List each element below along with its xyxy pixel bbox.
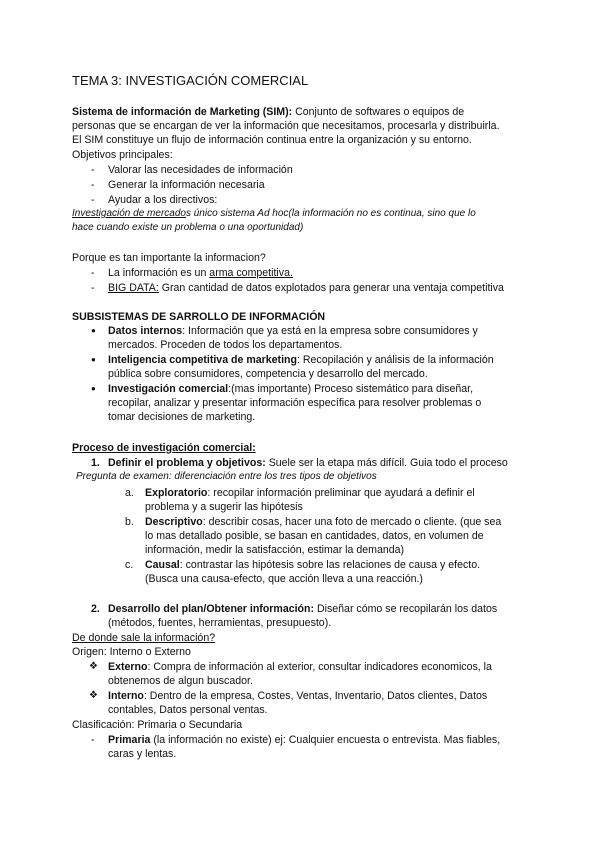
primary-line-1 bbox=[108, 733, 500, 747]
dash-marker: - bbox=[91, 179, 95, 191]
inv-note-line-2: hace cuando existe un problema o una oportunidad) bbox=[72, 222, 304, 233]
primary-text: (la información no existe) ej: Cualquier encuesta o entrevista. Mas fiables, bbox=[150, 734, 501, 746]
external-term: Externo bbox=[108, 661, 148, 673]
causal-text: : contrastar las hipótesis sobre las relaciones de causa y efecto. bbox=[179, 559, 481, 571]
step-1-line bbox=[108, 456, 508, 470]
step-2-title: Desarrollo del plan/Obtener información: bbox=[108, 603, 315, 615]
descriptive-line-1 bbox=[145, 515, 501, 529]
internal-line-2: contables, Datos personal ventas. bbox=[108, 704, 268, 716]
descriptive-term: Descriptivo bbox=[145, 516, 203, 528]
external-text: : Compra de información al exterior, consultar indicadores economicos, la bbox=[147, 661, 492, 673]
step-2-line-1 bbox=[108, 602, 497, 616]
diamond-icon: ❖ bbox=[89, 661, 98, 672]
why-question: Porque es tan importante la informacion? bbox=[72, 252, 266, 264]
why-item-1-text: La información es un bbox=[108, 267, 210, 279]
descriptive-line-3: información, medir la satisfacción, estimar la demanda) bbox=[145, 544, 405, 556]
inv-note-line-1 bbox=[72, 207, 476, 221]
subsystem-3-text: :(mas importante) Proceso sistemático para diseñar, bbox=[228, 383, 474, 395]
bullet-icon: ● bbox=[91, 355, 96, 364]
step-number: 1. bbox=[91, 457, 100, 469]
source-question: De donde sale la información? bbox=[72, 632, 216, 644]
dash-marker: - bbox=[91, 282, 95, 294]
why-item-1 bbox=[108, 266, 293, 280]
exam-note: Pregunta de examen: diferenciación entre los tres tipos de objetivos bbox=[76, 471, 377, 482]
primary-term: Primaria bbox=[108, 734, 151, 746]
big-data-link[interactable]: BIG DATA: bbox=[108, 282, 159, 294]
internal-text: : Dentro de la empresa, Costes, Ventas, Inventario, Datos clientes, Datos bbox=[143, 690, 488, 702]
subsystem-1-line-1 bbox=[108, 324, 478, 338]
why-item-2 bbox=[108, 281, 504, 295]
subsystem-3-term: Investigación comercial bbox=[108, 383, 229, 395]
dash-marker: - bbox=[91, 194, 95, 206]
subsystem-3-line-1 bbox=[108, 382, 473, 396]
primary-line-2: caras y lentas. bbox=[108, 748, 177, 760]
descriptive-text: : describir cosas, hacer una foto de mercado o cliente. (que sea bbox=[202, 516, 502, 528]
page-title: TEMA 3: INVESTIGACIÓN COMERCIAL bbox=[72, 73, 309, 88]
step-2-text: Diseñar cómo se recopilarán los datos bbox=[314, 603, 498, 615]
dash-marker: - bbox=[91, 734, 95, 746]
step-1-title: Definir el problema y objetivos: bbox=[108, 457, 266, 469]
subsystem-1-term: Datos internos bbox=[108, 325, 183, 337]
subsystem-2-line-1 bbox=[108, 353, 494, 367]
objectives-label: Objetivos principales: bbox=[72, 149, 173, 161]
exploratory-term: Exploratorio bbox=[145, 487, 208, 499]
dash-marker: - bbox=[91, 267, 95, 279]
list-letter: b. bbox=[125, 516, 134, 528]
descriptive-line-2: lo mas detallado posible, se basan en cantidades, datos, en volumen de bbox=[145, 530, 484, 542]
dash-marker: - bbox=[91, 164, 95, 176]
step-number: 2. bbox=[91, 603, 100, 615]
arma-link[interactable]: arma competitiva. bbox=[209, 267, 293, 279]
sim-line-3: El SIM constituye un flujo de información continua entre la organización y su entorno. bbox=[72, 134, 472, 146]
sim-term: Sistema de información de Marketing (SIM): bbox=[72, 106, 293, 118]
subsystem-1-line-2: mercados. Proceden de todos los departamentos. bbox=[108, 339, 343, 351]
process-heading: Proceso de investigación comercial: bbox=[72, 442, 256, 454]
bullet-icon: ● bbox=[91, 384, 96, 393]
sim-line-2: personas que se encargan de ver la información que necesitamos, procesarla y distribuirla. bbox=[72, 120, 500, 132]
external-line-1 bbox=[108, 660, 492, 674]
objective-item: Generar la información necesaria bbox=[108, 179, 265, 191]
subsystem-2-term: Inteligencia competitiva de marketing bbox=[108, 354, 297, 366]
sim-line-1 bbox=[72, 105, 464, 119]
inv-note-rest: s único sistema Ad hoc(la información no es continua, sino que lo bbox=[185, 208, 476, 219]
step-2-line-2: (métodos, fuentes, herramientas, presupuesto). bbox=[108, 617, 332, 629]
objective-item: Ayudar a los directivos: bbox=[108, 194, 218, 206]
exploratory-line-2: problema y a sugerir las hipótesis bbox=[145, 501, 303, 513]
subsystem-3-line-3: tomar decisiones de marketing. bbox=[108, 411, 256, 423]
objective-item: Valorar las necesidades de información bbox=[108, 164, 293, 176]
causal-line-2: (Busca una causa-efecto, que acción lleva a una reacción.) bbox=[145, 573, 423, 585]
subsystem-3-line-2: recopilar, analizar y presentar información específica para resolver problemas o bbox=[108, 397, 482, 409]
subsystem-2-line-2: pública sobre consumidores, competencia y desarrollo del mercado. bbox=[108, 368, 428, 380]
classification-line: Clasificación: Primaria o Secundaria bbox=[72, 719, 243, 731]
sim-text-1: Conjunto de softwares o equipos de bbox=[292, 106, 465, 118]
step-1-text: Suele ser la etapa más difícil. Guia todo el proceso bbox=[265, 457, 508, 469]
diamond-icon: ❖ bbox=[89, 690, 98, 701]
list-letter: c. bbox=[125, 559, 134, 571]
causal-term: Causal bbox=[145, 559, 180, 571]
bullet-icon: ● bbox=[91, 326, 96, 335]
origin-line: Origen: Interno o Externo bbox=[72, 646, 191, 658]
causal-line-1 bbox=[145, 558, 480, 572]
subsystem-1-text: : Información que ya está en la empresa sobre consumidores y bbox=[182, 325, 478, 337]
exploratory-line-1 bbox=[145, 486, 475, 500]
why-item-2-text: Gran cantidad de datos explotados para generar una ventaja competitiva bbox=[158, 282, 504, 294]
external-line-2: obtenemos de algun buscador. bbox=[108, 675, 253, 687]
exploratory-text: : recopilar información preliminar que ayudará a definir el bbox=[207, 487, 475, 499]
internal-term: Interno bbox=[108, 690, 144, 702]
subsystem-2-text: : Recopilación y análisis de la información bbox=[296, 354, 494, 366]
inv-link[interactable]: Investigación de mercado bbox=[72, 208, 186, 219]
subsystems-heading: SUBSISTEMAS DE SARROLLO DE INFORMACIÓN bbox=[72, 311, 326, 323]
list-letter: a. bbox=[125, 487, 134, 499]
internal-line-1 bbox=[108, 689, 487, 703]
